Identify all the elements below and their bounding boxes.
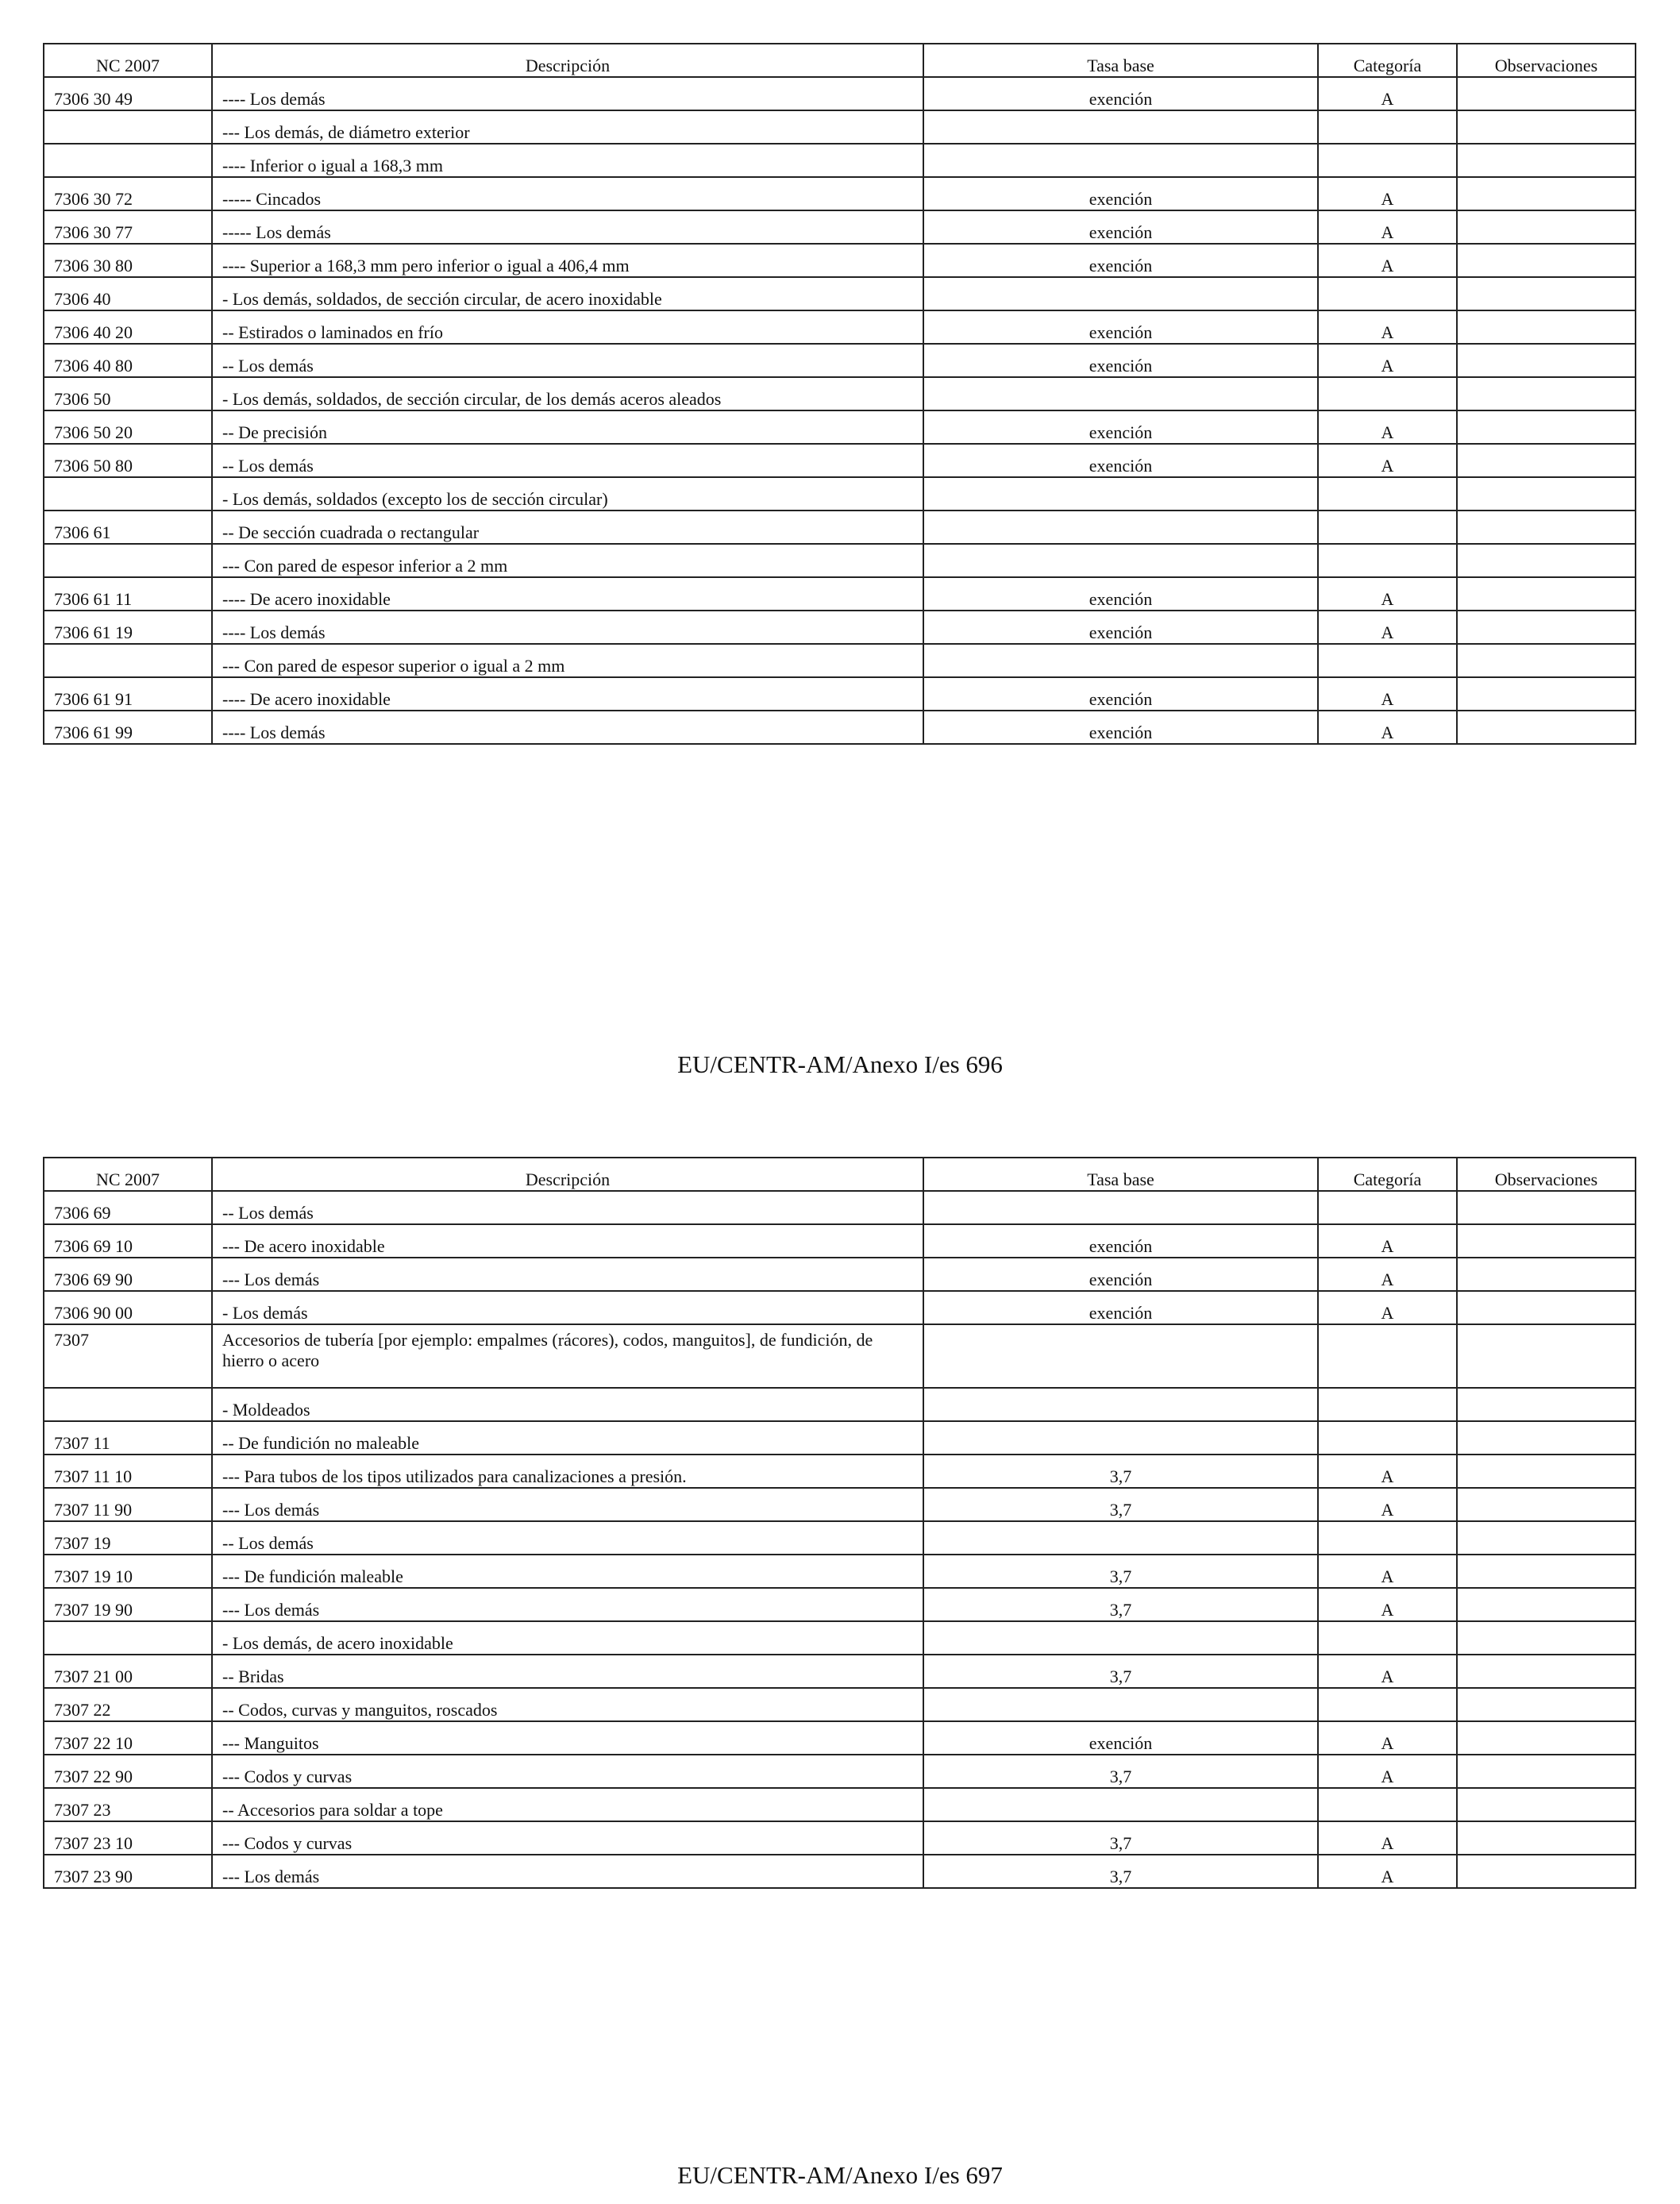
base-rate-cell: 3,7: [923, 1455, 1318, 1488]
nc-code-cell: 7307 21 00: [44, 1655, 212, 1688]
table-row: [44, 1555, 1636, 1588]
nc-code-cell: 7306 61 11: [44, 577, 212, 611]
description-cell: ---- Inferior o igual a 168,3 mm: [212, 144, 923, 177]
table-row: [44, 210, 1636, 244]
base-rate-cell: exención: [923, 310, 1318, 344]
nc-code-cell: 7306 69: [44, 1191, 212, 1224]
base-rate-cell: [923, 1324, 1318, 1388]
category-cell: [1318, 1421, 1457, 1455]
base-rate-cell: [923, 377, 1318, 410]
observations-cell: [1457, 1821, 1636, 1855]
nc-code-cell: 7306 50: [44, 377, 212, 410]
category-cell: [1318, 1324, 1457, 1388]
description-cell: -- De fundición no maleable: [212, 1421, 923, 1455]
description-cell: ---- Superior a 168,3 mm pero inferior o igual a 406,4 mm: [212, 244, 923, 277]
base-rate-cell: [923, 1788, 1318, 1821]
header-description: Descripción: [212, 44, 923, 77]
description-cell: -- De precisión: [212, 410, 923, 444]
nc-code-cell: 7307 22 10: [44, 1721, 212, 1755]
category-cell: [1318, 144, 1457, 177]
nc-code-cell: 7307 19: [44, 1521, 212, 1555]
base-rate-cell: 3,7: [923, 1488, 1318, 1521]
base-rate-cell: exención: [923, 344, 1318, 377]
base-rate-cell: [923, 544, 1318, 577]
observations-cell: [1457, 144, 1636, 177]
table-row: [44, 1821, 1636, 1855]
observations-cell: [1457, 1224, 1636, 1258]
description-cell: ---- Los demás: [212, 611, 923, 644]
nc-code-cell: 7307 22: [44, 1688, 212, 1721]
category-cell: A: [1318, 1488, 1457, 1521]
observations-cell: [1457, 511, 1636, 544]
table-row: [44, 1191, 1636, 1224]
observations-cell: [1457, 677, 1636, 711]
header-description: Descripción: [212, 1158, 923, 1191]
nc-code-cell: [44, 110, 212, 144]
table-row: [44, 1621, 1636, 1655]
category-cell: A: [1318, 677, 1457, 711]
base-rate-cell: exención: [923, 1224, 1318, 1258]
nc-code-cell: 7306 30 49: [44, 77, 212, 110]
observations-cell: [1457, 1488, 1636, 1521]
category-cell: [1318, 1688, 1457, 1721]
table-row: [44, 1655, 1636, 1688]
base-rate-cell: [923, 1191, 1318, 1224]
base-rate-cell: exención: [923, 444, 1318, 477]
nc-code-cell: 7306 61 99: [44, 711, 212, 744]
nc-code-cell: 7307 23 10: [44, 1821, 212, 1855]
category-cell: A: [1318, 1291, 1457, 1324]
category-cell: A: [1318, 1755, 1457, 1788]
category-cell: A: [1318, 310, 1457, 344]
observations-cell: [1457, 77, 1636, 110]
description-cell: --- Los demás: [212, 1588, 923, 1621]
description-cell: -- Los demás: [212, 1521, 923, 1555]
category-cell: A: [1318, 1258, 1457, 1291]
description-cell: --- De fundición maleable: [212, 1555, 923, 1588]
table-row: [44, 1788, 1636, 1821]
description-cell: - Los demás, de acero inoxidable: [212, 1621, 923, 1655]
table-row: [44, 1488, 1636, 1521]
description-cell: --- Manguitos: [212, 1721, 923, 1755]
description-cell: - Moldeados: [212, 1388, 923, 1421]
base-rate-cell: [923, 277, 1318, 310]
base-rate-cell: [923, 144, 1318, 177]
category-cell: A: [1318, 1821, 1457, 1855]
description-cell: ----- Los demás: [212, 210, 923, 244]
base-rate-cell: exención: [923, 577, 1318, 611]
description-cell: --- Los demás, de diámetro exterior: [212, 110, 923, 144]
table-row: [44, 1258, 1636, 1291]
observations-cell: [1457, 310, 1636, 344]
nc-code-cell: 7306 40 20: [44, 310, 212, 344]
base-rate-cell: exención: [923, 1721, 1318, 1755]
base-rate-cell: [923, 1621, 1318, 1655]
page-footer-696: EU/CENTR-AM/Anexo I/es 696: [677, 1050, 1003, 1078]
observations-cell: [1457, 377, 1636, 410]
base-rate-cell: 3,7: [923, 1855, 1318, 1888]
observations-cell: [1457, 1324, 1636, 1388]
page-footer-697: EU/CENTR-AM/Anexo I/es 697: [677, 2161, 1003, 2189]
description-cell: -- Los demás: [212, 344, 923, 377]
base-rate-cell: 3,7: [923, 1755, 1318, 1788]
category-cell: A: [1318, 444, 1457, 477]
table-row: [44, 177, 1636, 210]
base-rate-cell: [923, 1521, 1318, 1555]
table-row: [44, 77, 1636, 110]
table-header-row: [44, 1158, 1636, 1191]
observations-cell: [1457, 1588, 1636, 1621]
table-row: [44, 377, 1636, 410]
description-cell: ----- Cincados: [212, 177, 923, 210]
observations-cell: [1457, 344, 1636, 377]
tariff-table-1: [43, 43, 1636, 745]
table-row: [44, 1421, 1636, 1455]
nc-code-cell: 7306 50 20: [44, 410, 212, 444]
category-cell: [1318, 511, 1457, 544]
category-cell: [1318, 377, 1457, 410]
observations-cell: [1457, 277, 1636, 310]
table-row: [44, 1521, 1636, 1555]
table-row: [44, 1388, 1636, 1421]
description-cell: -- De sección cuadrada o rectangular: [212, 511, 923, 544]
table-row: [44, 1588, 1636, 1621]
table-row: [44, 611, 1636, 644]
base-rate-cell: exención: [923, 611, 1318, 644]
category-cell: A: [1318, 77, 1457, 110]
observations-cell: [1457, 110, 1636, 144]
nc-code-cell: [44, 144, 212, 177]
description-cell: -- Los demás: [212, 1191, 923, 1224]
table-row: [44, 277, 1636, 310]
nc-code-cell: 7306 40: [44, 277, 212, 310]
table-row: [44, 144, 1636, 177]
nc-code-cell: 7307 19 10: [44, 1555, 212, 1588]
observations-cell: [1457, 577, 1636, 611]
base-rate-cell: exención: [923, 177, 1318, 210]
nc-code-cell: [44, 477, 212, 511]
description-cell: -- Estirados o laminados en frío: [212, 310, 923, 344]
description-cell: --- Codos y curvas: [212, 1821, 923, 1855]
description-cell: --- Los demás: [212, 1488, 923, 1521]
table-row: [44, 444, 1636, 477]
category-cell: [1318, 644, 1457, 677]
table-row: [44, 477, 1636, 511]
observations-cell: [1457, 210, 1636, 244]
base-rate-cell: [923, 1421, 1318, 1455]
table-row: [44, 344, 1636, 377]
category-cell: [1318, 110, 1457, 144]
base-rate-cell: [923, 1388, 1318, 1421]
table-row: [44, 310, 1636, 344]
category-cell: A: [1318, 344, 1457, 377]
observations-cell: [1457, 711, 1636, 744]
nc-code-cell: 7307 23: [44, 1788, 212, 1821]
observations-cell: [1457, 1855, 1636, 1888]
base-rate-cell: [923, 110, 1318, 144]
category-cell: A: [1318, 711, 1457, 744]
description-cell: --- De acero inoxidable: [212, 1224, 923, 1258]
nc-code-cell: 7307 23 90: [44, 1855, 212, 1888]
nc-code-cell: 7307 11 90: [44, 1488, 212, 1521]
description-cell: --- Codos y curvas: [212, 1755, 923, 1788]
nc-code-cell: 7306 30 72: [44, 177, 212, 210]
table-row: [44, 577, 1636, 611]
observations-cell: [1457, 544, 1636, 577]
observations-cell: [1457, 1421, 1636, 1455]
observations-cell: [1457, 1755, 1636, 1788]
observations-cell: [1457, 410, 1636, 444]
observations-cell: [1457, 1291, 1636, 1324]
nc-code-cell: 7306 69 10: [44, 1224, 212, 1258]
table-header-row: [44, 44, 1636, 77]
header-observations: Observaciones: [1457, 44, 1636, 77]
description-cell: - Los demás, soldados, de sección circular, de acero inoxidable: [212, 277, 923, 310]
observations-cell: [1457, 1388, 1636, 1421]
description-cell: -- Bridas: [212, 1655, 923, 1688]
base-rate-cell: [923, 477, 1318, 511]
observations-cell: [1457, 1721, 1636, 1755]
nc-code-cell: [44, 1621, 212, 1655]
nc-code-cell: [44, 544, 212, 577]
header-category: Categoría: [1318, 1158, 1457, 1191]
category-cell: [1318, 1388, 1457, 1421]
category-cell: A: [1318, 611, 1457, 644]
observations-cell: [1457, 177, 1636, 210]
nc-code-cell: 7307 11: [44, 1421, 212, 1455]
nc-code-cell: 7306 90 00: [44, 1291, 212, 1324]
header-observations: Observaciones: [1457, 1158, 1636, 1191]
base-rate-cell: exención: [923, 1291, 1318, 1324]
category-cell: A: [1318, 177, 1457, 210]
nc-code-cell: [44, 1388, 212, 1421]
base-rate-cell: [923, 644, 1318, 677]
base-rate-cell: exención: [923, 210, 1318, 244]
category-cell: [1318, 544, 1457, 577]
header-base-rate: Tasa base: [923, 1158, 1318, 1191]
category-cell: [1318, 1191, 1457, 1224]
description-cell: --- Los demás: [212, 1855, 923, 1888]
base-rate-cell: [923, 511, 1318, 544]
table-row: [44, 511, 1636, 544]
observations-cell: [1457, 1555, 1636, 1588]
observations-cell: [1457, 477, 1636, 511]
base-rate-cell: exención: [923, 244, 1318, 277]
table-row: [44, 1855, 1636, 1888]
nc-code-cell: 7306 61: [44, 511, 212, 544]
category-cell: A: [1318, 1224, 1457, 1258]
nc-code-cell: 7307 19 90: [44, 1588, 212, 1621]
category-cell: A: [1318, 1555, 1457, 1588]
description-cell: --- Para tubos de los tipos utilizados para canalizaciones a presión.: [212, 1455, 923, 1488]
base-rate-cell: exención: [923, 711, 1318, 744]
description-cell: ---- Los demás: [212, 77, 923, 110]
description-cell: -- Accesorios para soldar a tope: [212, 1788, 923, 1821]
nc-code-cell: 7307 22 90: [44, 1755, 212, 1788]
category-cell: [1318, 477, 1457, 511]
category-cell: A: [1318, 210, 1457, 244]
table-row: [44, 1721, 1636, 1755]
category-cell: A: [1318, 1855, 1457, 1888]
description-cell: --- Con pared de espesor inferior a 2 mm: [212, 544, 923, 577]
header-nc-code: NC 2007: [44, 44, 212, 77]
base-rate-cell: 3,7: [923, 1821, 1318, 1855]
tariff-table-2: [43, 1157, 1636, 1889]
nc-code-cell: 7307 11 10: [44, 1455, 212, 1488]
description-cell: Accesorios de tubería [por ejemplo: empalmes (rácores), codos, manguitos], de fundición, de hierro o acero: [212, 1324, 923, 1388]
description-cell: - Los demás: [212, 1291, 923, 1324]
nc-code-cell: 7306 30 80: [44, 244, 212, 277]
description-cell: -- Los demás: [212, 444, 923, 477]
nc-code-cell: [44, 644, 212, 677]
description-cell: --- Los demás: [212, 1258, 923, 1291]
table-row: [44, 1324, 1636, 1388]
table-row: [44, 644, 1636, 677]
observations-cell: [1457, 1191, 1636, 1224]
description-cell: --- Con pared de espesor superior o igual a 2 mm: [212, 644, 923, 677]
category-cell: A: [1318, 1655, 1457, 1688]
description-cell: ---- Los demás: [212, 711, 923, 744]
description-cell: - Los demás, soldados (excepto los de sección circular): [212, 477, 923, 511]
table-row: [44, 1291, 1636, 1324]
description-cell: - Los demás, soldados, de sección circular, de los demás aceros aleados: [212, 377, 923, 410]
observations-cell: [1457, 1655, 1636, 1688]
table-row: [44, 1224, 1636, 1258]
observations-cell: [1457, 1455, 1636, 1488]
base-rate-cell: exención: [923, 1258, 1318, 1291]
table-row: [44, 544, 1636, 577]
table-row: [44, 1455, 1636, 1488]
nc-code-cell: 7306 61 19: [44, 611, 212, 644]
table-row: [44, 1755, 1636, 1788]
observations-cell: [1457, 644, 1636, 677]
category-cell: [1318, 277, 1457, 310]
base-rate-cell: exención: [923, 410, 1318, 444]
base-rate-cell: exención: [923, 677, 1318, 711]
description-cell: ---- De acero inoxidable: [212, 677, 923, 711]
description-cell: ---- De acero inoxidable: [212, 577, 923, 611]
observations-cell: [1457, 1788, 1636, 1821]
table-row: [44, 110, 1636, 144]
description-cell: -- Codos, curvas y manguitos, roscados: [212, 1688, 923, 1721]
observations-cell: [1457, 611, 1636, 644]
category-cell: [1318, 1788, 1457, 1821]
category-cell: [1318, 1621, 1457, 1655]
observations-cell: [1457, 244, 1636, 277]
table-row: [44, 1688, 1636, 1721]
observations-cell: [1457, 1621, 1636, 1655]
observations-cell: [1457, 1521, 1636, 1555]
observations-cell: [1457, 444, 1636, 477]
category-cell: A: [1318, 410, 1457, 444]
base-rate-cell: 3,7: [923, 1555, 1318, 1588]
nc-code-cell: 7306 69 90: [44, 1258, 212, 1291]
base-rate-cell: exención: [923, 77, 1318, 110]
category-cell: A: [1318, 244, 1457, 277]
nc-code-cell: 7306 50 80: [44, 444, 212, 477]
category-cell: [1318, 1521, 1457, 1555]
category-cell: A: [1318, 1588, 1457, 1621]
category-cell: A: [1318, 1455, 1457, 1488]
category-cell: A: [1318, 1721, 1457, 1755]
table-row: [44, 711, 1636, 744]
base-rate-cell: [923, 1688, 1318, 1721]
observations-cell: [1457, 1258, 1636, 1291]
nc-code-cell: 7306 40 80: [44, 344, 212, 377]
table-row: [44, 677, 1636, 711]
base-rate-cell: 3,7: [923, 1655, 1318, 1688]
header-category: Categoría: [1318, 44, 1457, 77]
header-nc-code: NC 2007: [44, 1158, 212, 1191]
table-row: [44, 410, 1636, 444]
base-rate-cell: 3,7: [923, 1588, 1318, 1621]
nc-code-cell: 7307: [44, 1324, 212, 1388]
header-base-rate: Tasa base: [923, 44, 1318, 77]
observations-cell: [1457, 1688, 1636, 1721]
nc-code-cell: 7306 61 91: [44, 677, 212, 711]
nc-code-cell: 7306 30 77: [44, 210, 212, 244]
table-row: [44, 244, 1636, 277]
category-cell: A: [1318, 577, 1457, 611]
